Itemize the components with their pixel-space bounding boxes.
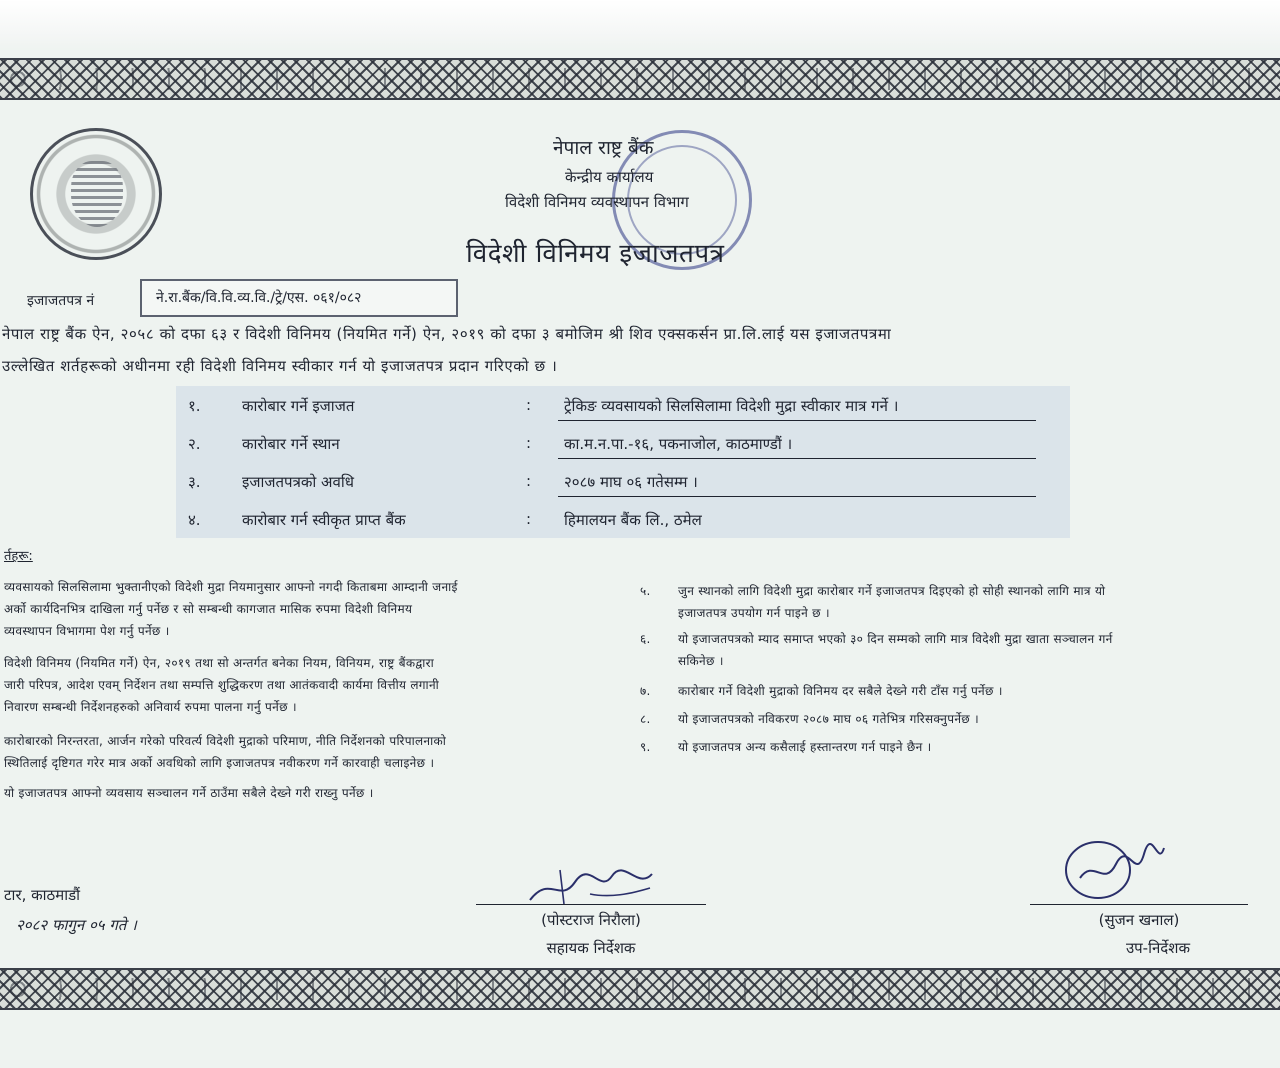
- term-number: ८.: [640, 712, 651, 726]
- term-number: ७.: [640, 684, 651, 698]
- signature-line: [476, 904, 706, 905]
- term-line: निवारण सम्बन्धी निर्देशनहरुको अनिवार्य रुपमा पालना गर्नु पर्नेछ ।: [4, 700, 297, 714]
- signatory-title: सहायक निर्देशक: [546, 939, 636, 957]
- term-number: ५.: [640, 584, 651, 598]
- row-colon: :: [526, 396, 532, 414]
- row-label: कारोबार गर्ने इजाजत: [242, 397, 355, 415]
- office-name: केन्द्रीय कार्यालय: [565, 168, 654, 186]
- value-underline: [558, 458, 1036, 459]
- term-item: [640, 580, 1276, 624]
- document-title: विदेशी विनिमय इजाजतपत्र: [466, 239, 725, 269]
- signatory-name: (सुजन खनाल): [1098, 911, 1180, 929]
- issue-place-date: [4, 880, 137, 940]
- term-line: कारोबार गर्ने विदेशी मुद्राको विनिमय दर सबैले देख्ने गरी टाँस गर्नु पर्नेछ ।: [678, 684, 1003, 698]
- details-row: [176, 462, 1070, 500]
- issue-place: टार, काठमाडौं: [4, 886, 81, 904]
- row-label: कारोबार गर्ने स्थान: [242, 435, 340, 453]
- term-item: [4, 730, 624, 774]
- term-number: ६.: [640, 632, 651, 646]
- details-row: [176, 424, 1070, 462]
- term-item: [640, 628, 1276, 672]
- term-line: जारी परिपत्र, आदेश एवम् निर्देशन तथा सम्पत्ति शुद्धिकरण तथा आतंकवादी कार्यमा वित्तीय लगानी: [4, 678, 440, 692]
- row-value: हिमालयन बैंक लि., ठमेल: [564, 511, 702, 529]
- row-colon: :: [526, 434, 532, 452]
- term-line: अर्को कार्यदिनभित्र दाखिला गर्नु पर्नेछ र सो सम्बन्धी कागजात मासिक रुपमा विदेशी विनिमय: [4, 602, 413, 616]
- org-name: नेपाल राष्ट्र बैंक: [553, 137, 654, 159]
- term-line: व्यवसायको सिलसिलामा भुक्तानीएको विदेशी मुद्रा नियमानुसार आफ्नो नगदी किताबमा आम्दानी जनाई: [4, 580, 458, 594]
- terms-heading: र्तहरू:: [4, 549, 33, 564]
- row-number: ४.: [188, 511, 201, 529]
- nepal-rastra-bank-emblem: [30, 128, 162, 260]
- row-value: का.म.न.पा.-१६, पकनाजोल, काठमाण्डौं ।: [564, 435, 793, 453]
- row-colon: :: [526, 472, 532, 490]
- permit-details-table: [176, 386, 1070, 538]
- signature-line: [1030, 904, 1248, 905]
- term-item: [640, 680, 1276, 702]
- row-number: १.: [188, 397, 201, 415]
- value-underline: [558, 496, 1036, 497]
- term-line: यो इजाजतपत्रको नविकरण २०८७ माघ ०६ गतेभित्र गरिसक्नुपर्नेछ ।: [678, 712, 979, 726]
- term-line: इजाजतपत्र उपयोग गर्न पाइने छ ।: [678, 606, 830, 620]
- term-item: [640, 708, 1276, 730]
- decorative-border-top: [0, 58, 1280, 100]
- term-line: विदेशी विनिमय (नियमित गर्ने) ऐन, २०१९ तथा सो अन्तर्गत बनेका नियम, विनियम, राष्ट्र बैंकद्वारा: [4, 656, 435, 670]
- term-line: यो इजाजतपत्र आफ्नो व्यवसाय सञ्चालन गर्ने ठाउँमा सबैले देख्ने गरी राख्नु पर्नेछ ।: [4, 786, 374, 800]
- term-line: सकिनेछ ।: [678, 654, 724, 668]
- signature-scribble-deputy-director: [1060, 828, 1170, 904]
- issue-date: २०८२ फागुन ०५ गते ।: [16, 916, 137, 934]
- signatory-title: उप-निर्देशक: [1125, 939, 1190, 957]
- row-label: कारोबार गर्न स्वीकृत प्राप्त बैंक: [242, 511, 406, 529]
- row-number: २.: [188, 435, 201, 453]
- details-row: [176, 386, 1070, 424]
- decorative-border-bottom: [0, 968, 1280, 1010]
- department-name: विदेशी विनिमय व्यवस्थापन विभाग: [505, 193, 689, 211]
- term-item: [4, 652, 624, 718]
- details-row: [176, 500, 1070, 538]
- row-value: ट्रेकिङ व्यवसायको सिलसिलामा विदेशी मुद्रा स्वीकार मात्र गर्ने ।: [564, 397, 899, 415]
- term-line: व्यवस्थापन विभागमा पेश गर्नु पर्नेछ ।: [4, 624, 170, 638]
- value-underline: [558, 420, 1036, 421]
- signatory-assistant-director: [476, 910, 706, 958]
- intro-paragraph-line1: नेपाल राष्ट्र बैंक ऐन, २०५८ को दफा ६३ र विदेशी विनिमय (नियमित गर्ने) ऐन, २०१९ को दफा ३ बमोजिम श्री शिव एक्सकर्सन प्रा.लि.लाई यस इजाजतपत्रमा: [2, 325, 892, 343]
- term-line: यो इजाजतपत्र अन्य कसैलाई हस्तान्तरण गर्न पाइने छैन ।: [678, 740, 932, 754]
- term-line: कारोबारको निरन्तरता, आर्जन गरेको परिवर्त्य विदेशी मुद्राको परिमाण, नीति निर्देशनको परिपालनाको: [4, 734, 447, 748]
- signatory-name: (पोस्टराज निरौला): [541, 911, 641, 929]
- signatory-deputy-director: [1030, 910, 1248, 958]
- term-line: जुन स्थानको लागि विदेशी मुद्रा कारोबार गर्ने इजाजतपत्र दिइएको हो सोही स्थानको लागि मात्र यो: [678, 584, 1106, 598]
- row-number: ३.: [188, 473, 201, 491]
- term-number: ९.: [640, 740, 651, 754]
- intro-paragraph-line2: उल्लेखित शर्तहरूको अधीनमा रही विदेशी विनिमय स्वीकार गर्न यो इजाजतपत्र प्रदान गरिएको छ ।: [2, 357, 558, 375]
- permit-number-label: इजाजतपत्र नं: [27, 293, 95, 309]
- permit-number-box: ने.रा.बैंक/वि.वि.व्य.वि./ट्रे/एस. ०६१/०८२: [140, 279, 458, 317]
- term-item: [4, 782, 624, 804]
- row-label: इजाजतपत्रको अवधि: [242, 473, 354, 491]
- row-value: २०८७ माघ ०६ गतेसम्म ।: [564, 473, 698, 491]
- term-line: यो इजाजतपत्रको म्याद समाप्त भएको ३० दिन सम्मको लागि मात्र विदेशी मुद्रा खाता सञ्चालन गर्न: [678, 632, 1113, 646]
- term-item: [4, 576, 624, 642]
- paper-top-edge: [0, 0, 1280, 52]
- term-item: [640, 736, 1276, 758]
- row-colon: :: [526, 510, 532, 528]
- term-line: स्थितिलाई दृष्टिगत गरेर मात्र अर्को अवधिको लागि इजाजतपत्र नवीकरण गर्ने कारवाही चलाइनेछ ।: [4, 756, 435, 770]
